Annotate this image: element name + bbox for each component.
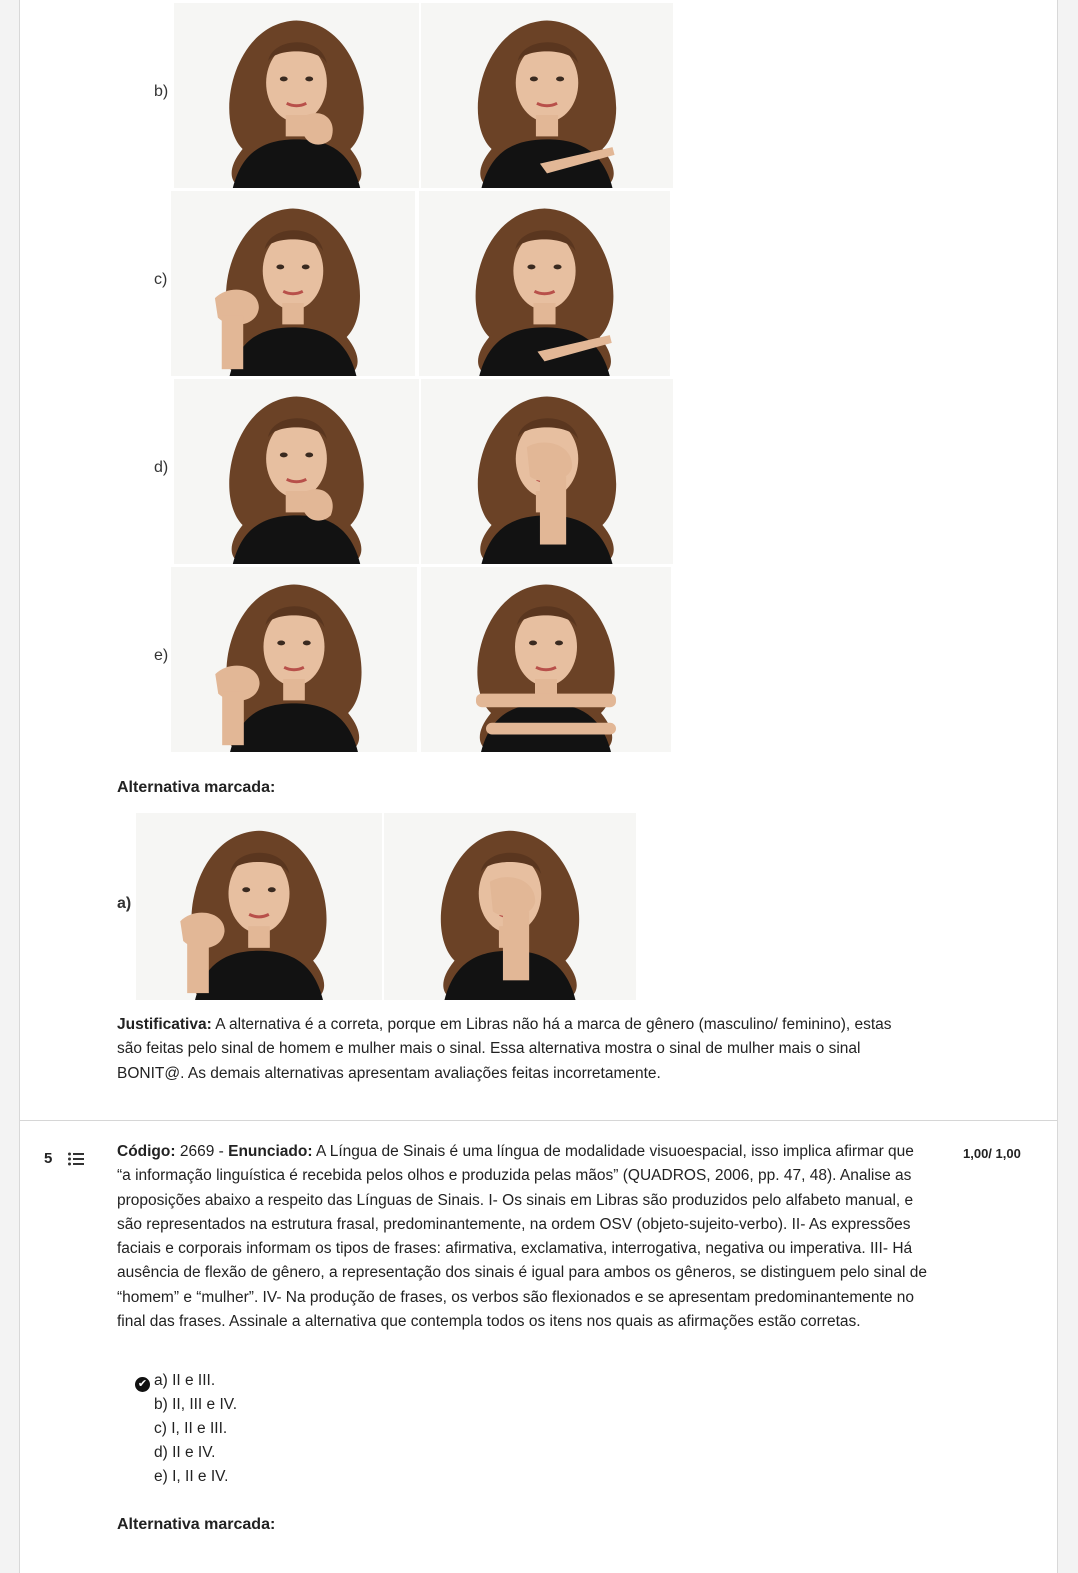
option-label-b: b): [154, 83, 169, 100]
choice-a[interactable]: ✔ a) II e III.: [135, 1369, 237, 1393]
choice-b[interactable]: b) II, III e IV.: [154, 1396, 237, 1413]
justification: [117, 1013, 917, 1086]
woman-hand-nose-icon: [421, 379, 673, 564]
question-divider: [20, 1120, 1057, 1121]
choice-c[interactable]: c) I, II e III.: [154, 1420, 228, 1437]
woman-hand-nose-icon-marked: [384, 813, 636, 1000]
question-statement: [117, 1140, 927, 1334]
statement-text: A Língua de Sinais é uma língua de modalidade visuoespacial, isso implica afirmar que “a informação linguística é recebida pelos olhos e produzida pelas mãos” (QUADROS, 2006, pp. 47, 48). Analise as proposições abaixo a respeito das Línguas de Sinais. I- Os sinais em Libras são produzidos pelo alfabeto manual, e são representados na estrutura frasal, predominantemente, na ordem OSV (objeto-sujeito-verbo). II- As expressões faciais e corporais informam os tipos de frases: afirmativa, exclamativa, interrogativa, negativa ou imperativa. III- Há ausência de flexão de gênero, a representação dos sinais é igual para ambos os gêneros, se distinguem pelo sinal de “homem” e “mulher”. IV- Na produção de frases, os verbos são flexionados e se apresentam predominantemente no final das frases. Assinale a alternativa que contempla todos os itens nos quais as afirmações estão corretas.: [117, 1143, 927, 1331]
question-number: 5: [44, 1150, 53, 1167]
check-circle-icon: ✔: [135, 1377, 150, 1392]
list-icon[interactable]: [68, 1152, 84, 1166]
option-label-c: c): [154, 271, 168, 288]
woman-fist-chin-icon: [171, 191, 415, 376]
marked-alternative-heading-2: Alternativa marcada:: [117, 1516, 276, 1533]
page-card: [19, 0, 1058, 1573]
woman-fist-chin-icon-2: [171, 567, 417, 752]
justification-label: Justificativa:: [117, 1016, 212, 1033]
option-label-e: e): [154, 647, 169, 664]
code-value: 2669 -: [175, 1143, 229, 1160]
woman-chin-hand-icon-2: [174, 379, 419, 564]
choice-e[interactable]: e) I, II e IV.: [154, 1468, 229, 1485]
marked-alternative-heading: Alternativa marcada:: [117, 779, 276, 796]
score-badge: 1,00/ 1,00: [963, 1146, 1021, 1161]
choice-list: [135, 1369, 237, 1489]
woman-pointing-frown-icon: [421, 3, 673, 188]
choice-d[interactable]: d) II e IV.: [154, 1444, 216, 1461]
statement-label: Enunciado:: [228, 1143, 313, 1160]
woman-pointing-frown-icon-2: [419, 191, 670, 376]
woman-fist-chin-icon-marked: [136, 813, 382, 1000]
code-label: Código:: [117, 1143, 176, 1160]
woman-crossed-arms-icon: [421, 567, 671, 752]
woman-chin-hand-icon: [174, 3, 419, 188]
option-label-d: d): [154, 459, 169, 476]
marked-option-label: a): [117, 895, 132, 912]
justification-text: A alternativa é a correta, porque em Libras não há a marca de gênero (masculino/ feminino), estas são feitas pelo sinal de homem e mulher mais o sinal. Essa alternativa mostra o sinal de mulher mais o sinal BONIT@. As demais alternativas apresentam avaliações feitas incorretamente.: [117, 1016, 892, 1082]
